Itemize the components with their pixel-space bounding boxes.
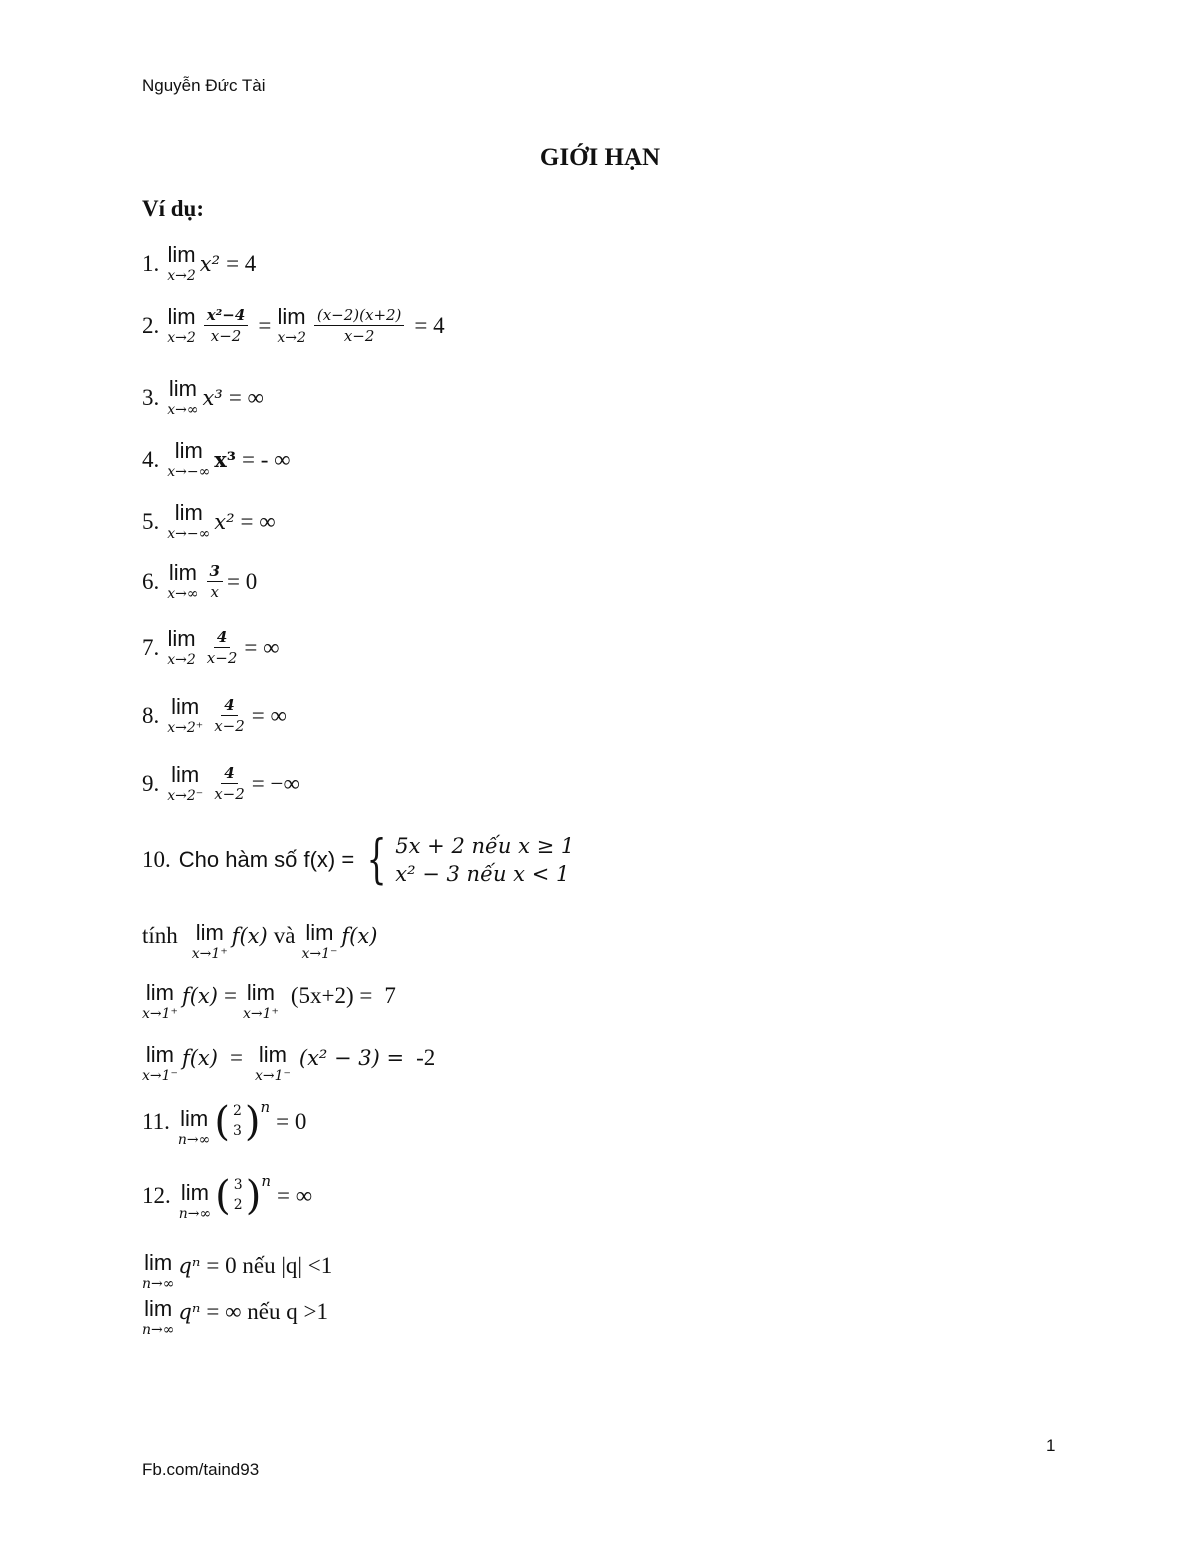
lim-operator: lim x→1⁺ (191, 920, 228, 962)
example-1 (142, 244, 262, 283)
example-8 (142, 696, 287, 735)
expression: (x² − 3) = (298, 1045, 405, 1070)
function-definition-label: Cho hàm số f(x) = (178, 847, 355, 873)
lim-operator: lim x→2 (167, 626, 196, 668)
rule-q-greater-than-1 (142, 1286, 334, 1337)
result: = ∞ (228, 384, 264, 410)
result: = 0 (276, 1108, 307, 1134)
item-number: 6. (142, 568, 160, 594)
item-number: 9. (142, 770, 160, 796)
case-2: x² − 3 nếu x < 1 (395, 862, 570, 887)
result: = 4 (226, 250, 257, 276)
right-limit-computation (142, 970, 396, 1021)
item-number: 5. (142, 508, 160, 534)
lim-operator: lim x→1⁻ (254, 1042, 291, 1084)
left-limit-computation (142, 1032, 435, 1083)
example-heading: Ví dụ: (142, 196, 204, 221)
fraction: $\frac{3}{x}$ (207, 563, 223, 601)
expression: (5x+2) = (290, 982, 373, 1008)
piecewise-function (360, 832, 574, 889)
item-number: 11. (142, 1108, 170, 1134)
fraction: $\frac{4}{x-2}$ (206, 627, 238, 667)
header-author: Nguyễn Đức Tài (142, 76, 266, 95)
example-2 (142, 306, 451, 345)
fraction: $\frac{\text{x²−4}}{x-2}$ (204, 307, 249, 345)
item-number: 8. (142, 702, 160, 728)
parenthesized-fraction: ( 2 3 ) n (214, 1097, 271, 1145)
result: = ∞ (276, 1182, 313, 1208)
lim-operator: lim x→1⁻ (142, 1042, 178, 1084)
exponent: n (261, 1171, 271, 1190)
lim-operator: lim n→∞ (142, 1296, 175, 1338)
compute-label: tính (142, 922, 178, 948)
item-number: 10. (142, 847, 171, 873)
function-expression: f(x) (181, 1045, 218, 1070)
case-1: 5x + 2 nếu x ≥ 1 (395, 834, 575, 858)
example-9 (142, 764, 300, 803)
lim-operator: lim x→−∞ (167, 438, 211, 480)
expression: qⁿ (178, 1299, 201, 1324)
lim-operator: lim n→∞ (178, 1180, 212, 1222)
lim-operator: lim x→1⁻ (301, 920, 338, 962)
lim-operator: lim n→∞ (177, 1106, 211, 1148)
condition: = 0 nếu |q| <1 (206, 1252, 333, 1278)
condition: = ∞ nếu q >1 (206, 1298, 328, 1324)
conjunction: và (273, 922, 296, 948)
rule-q-less-than-1 (142, 1240, 338, 1291)
equals-sign: = (223, 982, 237, 1008)
equals-sign: = (229, 1044, 243, 1070)
item-number: 3. (142, 384, 160, 410)
result: = −∞ (251, 770, 300, 796)
example-3 (142, 378, 270, 417)
footer-link: Fb.com/taind93 (142, 1460, 260, 1479)
equals-sign: = (258, 312, 272, 338)
fraction: 3 2 (233, 1177, 243, 1213)
result: = ∞ (244, 634, 280, 660)
result: = - ∞ (242, 446, 291, 472)
lim-operator: lim x→2 (167, 304, 196, 346)
brace: { (366, 830, 387, 891)
example-4 (142, 440, 297, 479)
example-6 (142, 562, 257, 601)
expression: x³ (202, 385, 223, 410)
parenthesized-fraction: ( 3 2 ) n (215, 1171, 271, 1219)
example-5 (142, 502, 282, 541)
exponent: n (260, 1097, 271, 1116)
expression: x³ (214, 447, 236, 472)
result: = 0 (226, 568, 258, 594)
function-expression: f(x) (231, 923, 268, 948)
example-11 (142, 1096, 312, 1147)
example-10 (142, 832, 574, 889)
expression: x² (214, 509, 235, 534)
lim-operator: lim x→1⁺ (242, 980, 279, 1022)
expression: x² (199, 251, 221, 276)
lim-operator: lim x→1⁺ (142, 980, 178, 1022)
example-12 (142, 1170, 318, 1221)
fraction: 2 3 (232, 1103, 242, 1139)
fraction: $\frac{4}{x-2}$ (214, 695, 245, 735)
fraction: $\frac{4}{x-2}$ (214, 763, 245, 803)
lim-operator: lim x→2⁺ (167, 694, 204, 736)
page-title: GIỚI HẠN (539, 144, 661, 171)
lim-operator: lim x→∞ (167, 376, 199, 418)
item-number: 7. (142, 634, 160, 660)
item-number: 4. (142, 446, 160, 472)
result: 7 (384, 982, 396, 1008)
result: = ∞ (240, 508, 276, 534)
lim-operator: lim x→2 (167, 242, 196, 284)
fraction: $\frac{(x-2)(x+2)}{x-2}$ (314, 307, 405, 345)
item-number: 1. (142, 250, 160, 276)
item-number: 12. (142, 1182, 171, 1208)
function-expression: f(x) (181, 983, 218, 1008)
lim-operator: lim n→∞ (142, 1250, 175, 1292)
result: = 4 (414, 312, 445, 338)
compute-instruction (142, 910, 377, 961)
result: -2 (416, 1044, 436, 1070)
item-number: 2. (142, 312, 160, 338)
function-expression: f(x) (341, 923, 378, 948)
lim-operator: lim x→∞ (167, 560, 199, 602)
result: = ∞ (251, 702, 287, 728)
lim-operator: lim x→2⁻ (167, 762, 204, 804)
expression: qⁿ (178, 1253, 201, 1278)
page-number: 1 (1046, 1436, 1056, 1455)
example-7 (142, 628, 280, 667)
lim-operator: lim x→2 (277, 304, 306, 346)
lim-operator: lim x→−∞ (167, 500, 211, 542)
